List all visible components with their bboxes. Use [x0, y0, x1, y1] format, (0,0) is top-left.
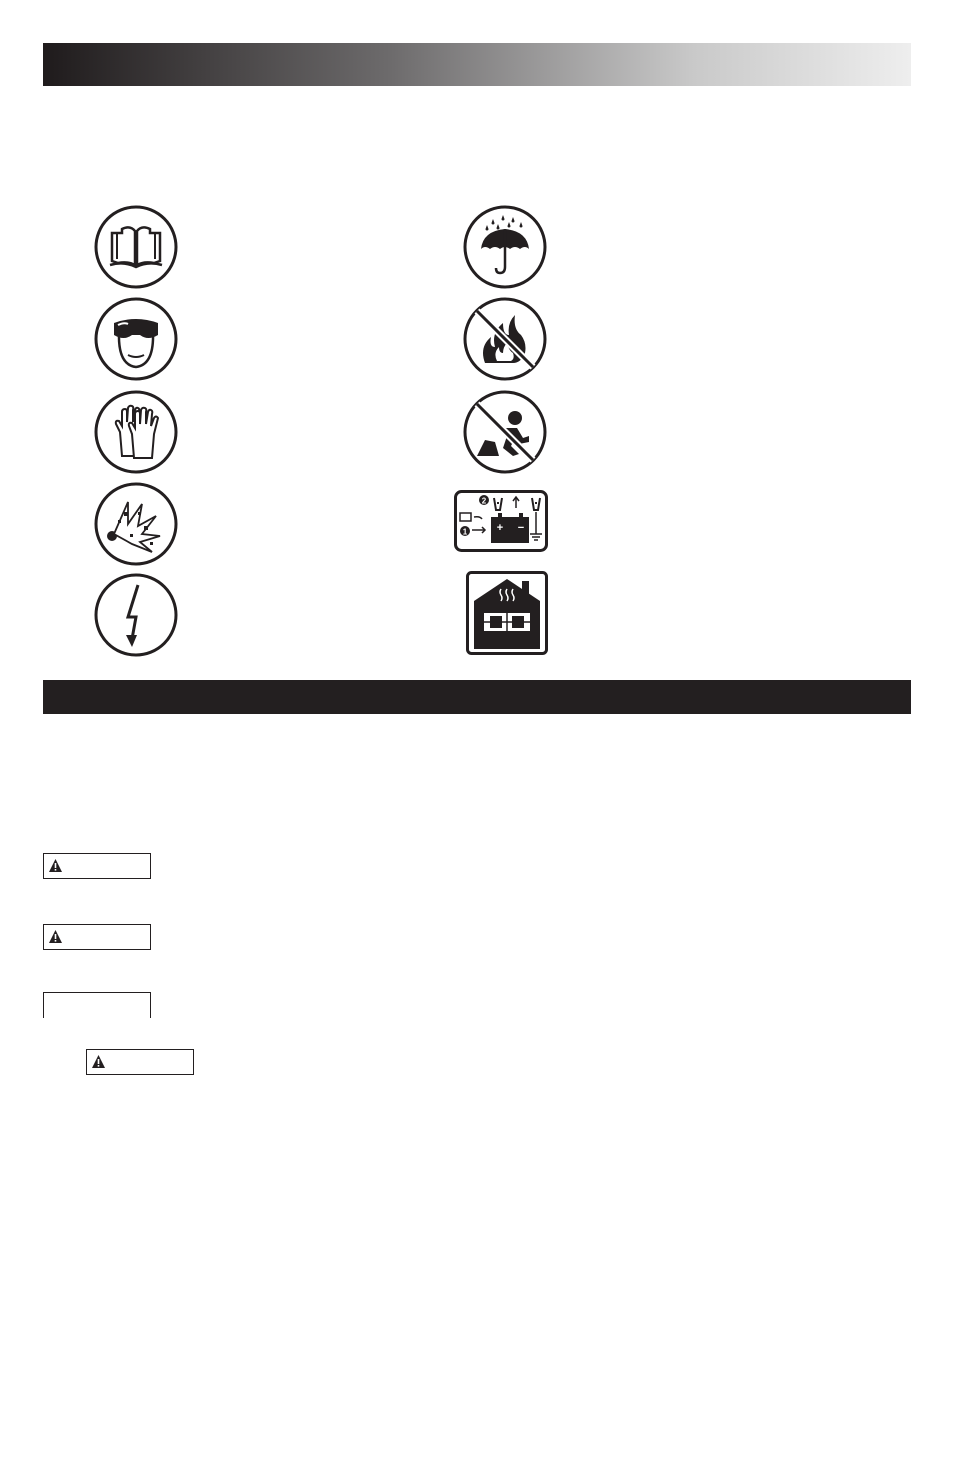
alert-triangle-icon	[48, 929, 63, 944]
signal-word-tag	[43, 853, 151, 879]
alert-triangle-icon	[48, 858, 63, 873]
signal-word-tag	[86, 1049, 194, 1075]
explosion-hazard-icon	[94, 482, 178, 566]
battery-connection-icon	[454, 490, 548, 552]
electric-shock-icon	[94, 573, 178, 657]
signal-word-tag	[43, 992, 151, 1018]
step-two-label: 2	[481, 496, 487, 506]
plus-terminal-label: +	[496, 522, 504, 534]
minus-terminal-label: −	[517, 522, 525, 534]
indoor-use-icon	[466, 571, 548, 655]
step-one-label: 1	[462, 527, 468, 537]
keep-dry-icon	[463, 205, 547, 289]
gloves-icon	[94, 390, 178, 474]
section-divider-bar	[43, 680, 911, 714]
section-header-bar	[43, 43, 911, 86]
signal-word-tag	[43, 924, 151, 950]
alert-triangle-icon	[91, 1054, 106, 1069]
keep-children-away-icon	[463, 390, 547, 474]
eye-protection-icon	[94, 297, 178, 381]
read-manual-icon	[94, 205, 178, 289]
no-open-flame-icon	[463, 297, 547, 381]
